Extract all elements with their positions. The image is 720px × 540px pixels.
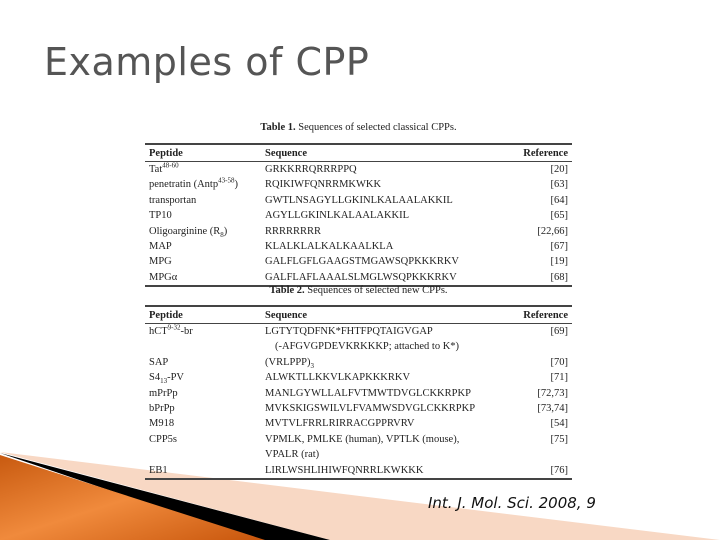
table-row [145,447,572,462]
table-row [145,177,572,192]
sequence-cell [261,208,508,223]
peptide-suffix: ) [234,179,238,191]
sequence-cell [261,401,511,416]
peptide-cell [145,270,261,286]
peptide-cell [145,208,261,223]
table-row [145,254,572,269]
sequence-cell [261,416,511,431]
header-sequence: Sequence [261,144,508,162]
sequence-text: ALWKTLLKKVLKAPKKKRKV [265,372,411,384]
peptide-subscript: 8 [220,230,224,239]
sequence-text: GWTLNSAGYLLGKINLKALAALAKKIL [265,194,453,206]
peptide-cell [145,386,261,401]
sequence-cell [261,239,508,254]
citation: Int. J. Mol. Sci. 2008, 9 [428,494,596,512]
sequence-cell [261,254,508,269]
sequence-cell [261,339,511,354]
sequence-text: AGYLLGKINLKALAALAKKIL [265,210,410,222]
reference-cell [511,447,572,462]
sequence-text: VPMLK, PMLKE (human), VPTLK (mouse), [265,433,460,445]
peptide-cell [145,432,261,447]
peptide-cell [145,162,261,178]
table1-caption [145,122,572,133]
peptide-cell [145,339,261,354]
sequence-cell [261,270,508,286]
reference-cell: [68] [550,271,568,283]
sequence-text: LGTYTQDFNK*FHTFPQTAIGVGAP [265,326,433,337]
peptide-name: MPG [149,256,172,268]
peptide-cell [145,401,261,416]
peptide-name: transportan [149,194,197,206]
peptide-name: CPP5s [149,433,178,445]
table-row [145,270,572,286]
peptide-cell [145,254,261,269]
header-reference: Reference [511,306,572,324]
peptide-cell [145,463,261,479]
table2 [145,305,572,480]
reference-cell: [67] [550,241,568,253]
sequence-cell [261,463,511,479]
table1-caption-text: Sequences of selected classical CPPs. [298,122,457,133]
reference-cell: [76] [550,464,568,476]
reference-cell: [75] [550,433,568,445]
table2-caption-text: Sequences of selected new CPPs. [307,285,448,296]
header-peptide: Peptide [145,144,261,162]
table-row [145,339,572,354]
sequence-text: RQIKIWFQNRRMKWKK [265,179,382,191]
peptide-cell [145,177,261,192]
sequence-subscript: 3 [310,361,315,370]
peptide-name: EB1 [149,464,168,476]
slide-title: Examples of CPP [44,40,370,84]
sequence-cell [261,193,508,208]
table1 [145,143,572,287]
peptide-name: mPrPp [149,387,178,399]
header-sequence: Sequence [261,306,511,324]
peptide-name: MAP [149,241,172,253]
sequence-text: GALFLGFLGAAGSTMGAWSQPKKKRKV [265,256,460,268]
peptide-name: MPGα [149,271,178,283]
sequence-text: GRKKRRQRRRPPQ [265,164,357,175]
table-row [145,224,572,239]
table-row [145,239,572,254]
sequence-text: LIRLWSHLIHIWFQNRRLKWKKK [265,464,424,476]
sequence-cell [261,370,511,385]
peptide-name: penetratin (Antp [149,179,219,191]
table-row [145,162,572,178]
sequence-cell [261,386,511,401]
reference-cell [511,339,572,354]
peptide-cell [145,324,261,340]
reference-cell: [71] [550,372,568,384]
peptide-superscript: 43-58 [218,176,235,185]
peptide-suffix: -PV [167,372,185,384]
peptide-subscript: 13 [160,377,168,386]
table-row [145,324,572,340]
peptide-name: Tat [149,164,163,175]
peptide-cell [145,370,261,385]
sequence-text: MVTVLFRRLRIRRACGPPRVRV [265,418,415,430]
sequence-text: VPALR (rat) [265,449,320,461]
table2-caption [145,285,572,296]
reference-cell: [63] [550,179,568,191]
table-row [145,193,572,208]
peptide-cell [145,239,261,254]
sequence-cell [261,177,508,192]
peptide-superscript: 48-60 [162,161,179,170]
sequence-cell [261,324,511,340]
sequence-text: GALFLAFLAAALSLMGLWSQPKKKRKV [265,271,457,283]
peptide-cell [145,224,261,239]
peptide-cell [145,193,261,208]
peptide-cell [145,355,261,370]
sequence-text: MANLGYWLLALFVTMWTDVGLCKKRPKP [265,387,471,399]
peptide-cell [145,416,261,431]
table-row [145,432,572,447]
peptide-name: TP10 [149,210,172,222]
reference-cell: [69] [550,326,568,337]
table-row [145,370,572,385]
sequence-cell [261,162,508,178]
table2-label: Table 2. [269,285,305,296]
sequence-text: MVKSKIGSWILVLFVAMWSDVGLCKKRPKP [265,403,476,415]
sequence-cell [261,432,511,447]
peptide-name: SAP [149,356,169,368]
reference-cell: [19] [550,256,568,268]
reference-cell: [72,73] [537,387,568,399]
table1-label: Table 1. [260,122,296,133]
table-row [145,401,572,416]
peptide-name: bPrPp [149,403,175,415]
reference-cell: [20] [550,164,568,175]
table-row [145,386,572,401]
reference-cell: [54] [550,418,568,430]
peptide-name: hCT [149,326,168,337]
reference-cell: [73,74] [537,403,568,415]
peptide-suffix: ) [223,225,228,237]
peptide-suffix: -br [180,326,193,337]
table-row [145,355,572,370]
table-row [145,463,572,479]
reference-cell: [65] [550,210,568,222]
peptide-name: M918 [149,418,175,430]
sequence-text: (-AFGVGPDEVKRKKKP; attached to K*) [275,341,460,353]
reference-cell: [70] [550,356,568,368]
peptide-name: Oligoarginine (R [149,225,221,237]
reference-cell: [22,66] [537,225,568,237]
peptide-cell [145,447,261,462]
header-peptide: Peptide [145,306,261,324]
sequence-cell [261,224,508,239]
reference-cell: [64] [550,194,568,206]
table-row [145,208,572,223]
peptide-superscript: 9-32 [167,323,181,332]
table-row [145,416,572,431]
sequence-cell [261,447,511,462]
sequence-text: KLALKLALKALKAALKLA [265,241,394,253]
sequence-cell [261,355,511,370]
sequence-text: (VRLPPP) [265,356,311,368]
header-reference: Reference [508,144,572,162]
peptide-name: S4 [149,372,161,384]
sequence-text: RRRRRRRR [265,225,322,237]
